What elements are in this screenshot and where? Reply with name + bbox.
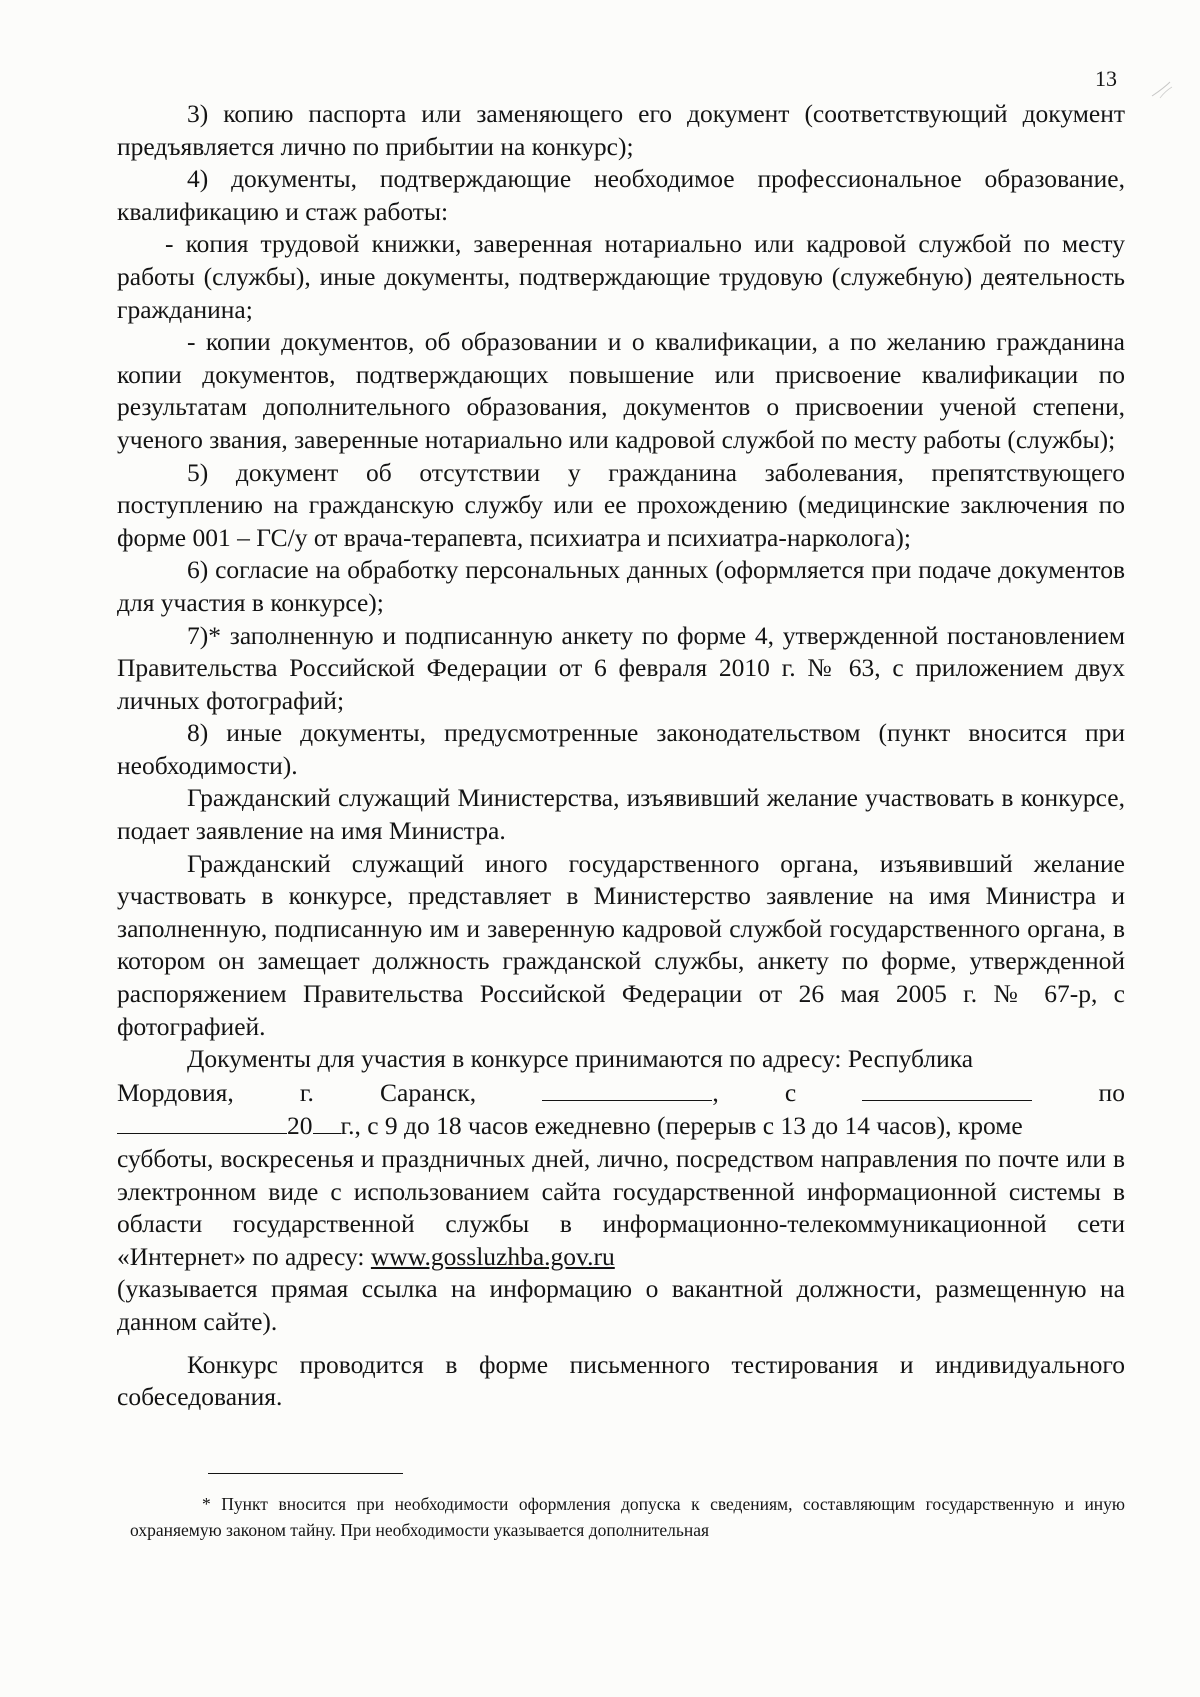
page-number: 13 bbox=[1095, 66, 1117, 91]
paragraph-contest-form: Конкурс проводится в форме письменного тестирования и индивидуального собеседования. bbox=[117, 1349, 1125, 1412]
date-to-blank bbox=[117, 1109, 287, 1134]
address-paragraph bbox=[117, 1043, 1125, 1338]
website-link[interactable]: www.gossluzhba.gov.ru bbox=[370, 1241, 615, 1271]
paragraph-other-documents: 8) иные документы, предусмотренные законодательством (пункт вносится при необходимости). bbox=[117, 718, 1125, 780]
footnote-divider bbox=[208, 1473, 403, 1474]
address-line-2 bbox=[117, 1076, 1125, 1110]
paragraph-passport: 3) копию паспорта или заменяющего его документ (соответствующий документ предъявляется лично по прибытии на конкурс); bbox=[117, 99, 1125, 161]
address-line-3 bbox=[117, 1109, 1125, 1143]
address-city-prefix: г. bbox=[299, 1077, 314, 1107]
year-blank bbox=[313, 1109, 341, 1134]
paragraph-questionnaire-form-4: 7)* заполненную и подписанную анкету по форме 4, утвержденной постановлением Правительства Российской Федерации от 6 февраля 2010 г. № 63, с приложением двух личных фотографий; bbox=[117, 620, 1125, 715]
paragraph-employment-record: - копия трудовой книжки, заверенная нотариально или кадровой службой по месту работы (службы), иные документы, подтверждающие трудовую (служебную) деятельность гражданина; bbox=[117, 229, 1125, 324]
date-from-label: с bbox=[784, 1077, 797, 1107]
address-city: Саранск, bbox=[380, 1077, 477, 1107]
submission-methods: субботы, воскресенья и праздничных дней, лично, посредством направления по почте или в электронном виде с использованием сайта государственной информационной системы в области государственной службы в информационно-телекоммуникационной сети «Интернет» по адресу: www.gossluzhba.gov.ru bbox=[117, 1144, 1125, 1271]
date-to-label: по bbox=[1098, 1077, 1125, 1107]
year-prefix: 20 bbox=[287, 1111, 313, 1141]
footnote: * Пункт вносится при необходимости оформления допуска к сведениям, составляющим государственную и иную охраняемую законом тайну. При необходимости указывается дополнительная bbox=[130, 1494, 1125, 1540]
address-region: Мордовия, bbox=[117, 1077, 234, 1107]
paragraph-other-agency-employee: Гражданский служащий иного государственного органа, изъявивший желание участвовать в конкурсе, представляет в Министерство заявление на имя Министра и заполненную, подписанную им и заверенную кадровой службой государственного органа, в котором он замещает должность гражданской службы, анкету по форме, утвержденной распоряжением Правительства Российской Федерации от 26 мая 2005 г. № 67-р, с фотографией. bbox=[117, 848, 1125, 1041]
paragraph-personal-data-consent: 6) согласие на обработку персональных данных (оформляется при подаче документов для участия в конкурсе); bbox=[117, 555, 1125, 617]
blank-line bbox=[542, 1076, 712, 1101]
scan-artifact-mark bbox=[1150, 78, 1174, 102]
working-hours: г., с 9 до 18 часов ежедневно (перерыв с 13 до 14 часов), кроме bbox=[340, 1111, 1023, 1141]
paragraph-medical-certificate: 5) документ об отсутствии у гражданина заболевания, препятствующего поступлению на гражданскую службу или ее прохождению (медицинские заключения по форме 001 – ГС/у от врача-терапевта, психиатра и психиатра-нарколога); bbox=[117, 457, 1125, 552]
document-body bbox=[117, 98, 1125, 1414]
address-street-blank: , bbox=[542, 1076, 718, 1110]
paragraph-qualification-copies: - копии документов, об образовании и о квалификации, а по желанию гражданина копии документов, подтверждающих повышение или присвоение квалификации по результатам дополнительного образования, документов о присвоении ученой степени, ученого звания, заверенные нотариально или кадровой службой по месту работы (службы); bbox=[117, 327, 1125, 454]
paragraph-education-documents: 4) документы, подтверждающие необходимое профессиональное образование, квалификацию и стаж работы: bbox=[117, 164, 1125, 226]
date-from-blank bbox=[862, 1076, 1032, 1101]
paragraph-ministry-employee: Гражданский служащий Министерства, изъявивший желание участвовать в конкурсе, подает заявление на имя Министра. bbox=[117, 783, 1125, 846]
link-note: (указывается прямая ссылка на информацию о вакантной должности, размещенную на данном сайте). bbox=[117, 1274, 1125, 1336]
address-line-1: Документы для участия в конкурсе принимаются по адресу: Республика bbox=[187, 1044, 974, 1074]
